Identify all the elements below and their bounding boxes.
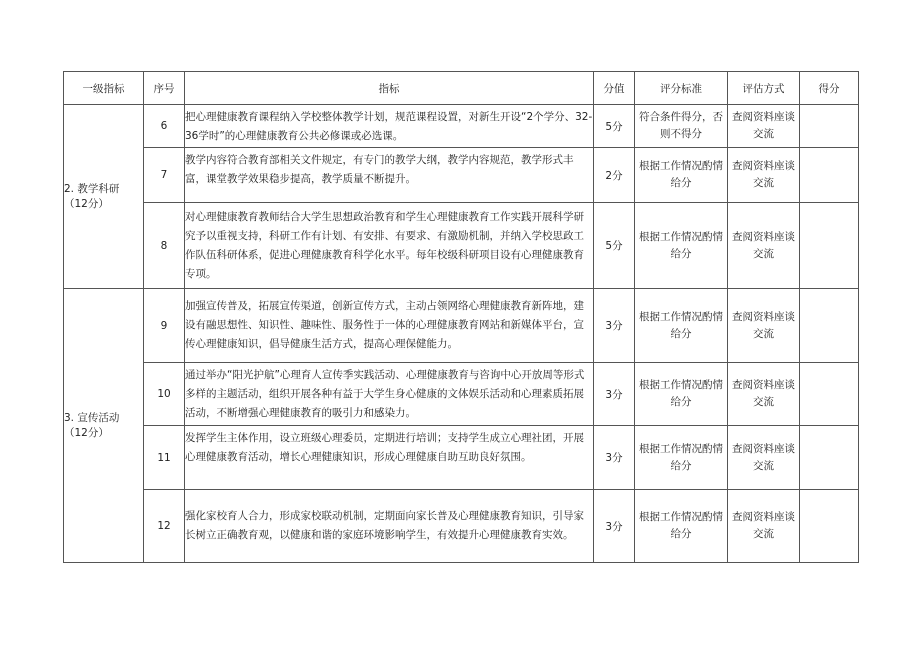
points-cell: 3分: [594, 490, 635, 563]
evaluation-table: [63, 71, 859, 563]
category-cell: 3. 宣传活动（12分）: [64, 289, 144, 563]
points-cell: 3分: [594, 426, 635, 490]
row-number: 11: [144, 426, 185, 490]
method-cell: 查阅资料座谈交流: [728, 426, 800, 490]
indicator-text: 发挥学生主体作用，设立班级心理委员，定期进行培训；支持学生成立心理社团，开展心理健康教育活动，增长心理健康知识，形成心理健康自助互助良好氛围。: [185, 426, 594, 490]
table-row: [64, 289, 859, 363]
indicator-text: 加强宣传普及，拓展宣传渠道，创新宣传方式，主动占领网络心理健康教育新阵地，建设有融思想性、知识性、趣味性、服务性于一体的心理健康教育网站和新媒体平台，宣传心理健康知识，倡导健康生活方式，提高心理保健能力。: [185, 289, 594, 363]
table-row: [64, 490, 859, 563]
points-cell: 2分: [594, 148, 635, 203]
indicator-text: 教学内容符合教育部相关文件规定，有专门的教学大纲，教学内容规范，教学形式丰富，课堂教学效果稳步提高，教学质量不断提升。: [185, 148, 594, 203]
table-row: [64, 426, 859, 490]
indicator-text: 强化家校育人合力，形成家校联动机制，定期面向家长普及心理健康教育知识，引导家长树立正确教育观，以健康和谐的家庭环境影响学生，有效提升心理健康教育实效。: [185, 490, 594, 563]
standard-cell: 根据工作情况酌情给分: [635, 363, 728, 426]
score-cell[interactable]: [800, 148, 859, 203]
points-cell: 5分: [594, 105, 635, 148]
row-number: 9: [144, 289, 185, 363]
header-number: 序号: [144, 72, 185, 105]
standard-cell: 根据工作情况酌情给分: [635, 148, 728, 203]
header-points: 分值: [594, 72, 635, 105]
table-row: [64, 363, 859, 426]
row-number: 8: [144, 203, 185, 289]
table-row: [64, 148, 859, 203]
header-score: 得分: [800, 72, 859, 105]
method-cell: 查阅资料座谈交流: [728, 105, 800, 148]
score-cell[interactable]: [800, 426, 859, 490]
row-number: 6: [144, 105, 185, 148]
score-cell[interactable]: [800, 289, 859, 363]
points-cell: 5分: [594, 203, 635, 289]
row-number: 7: [144, 148, 185, 203]
header-indicator: 指标: [185, 72, 594, 105]
standard-cell: 根据工作情况酌情给分: [635, 289, 728, 363]
points-cell: 3分: [594, 363, 635, 426]
header-category: 一级指标: [64, 72, 144, 105]
method-cell: 查阅资料座谈交流: [728, 203, 800, 289]
method-cell: 查阅资料座谈交流: [728, 490, 800, 563]
standard-cell: 根据工作情况酌情给分: [635, 203, 728, 289]
table-row: [64, 105, 859, 148]
score-cell[interactable]: [800, 105, 859, 148]
points-cell: 3分: [594, 289, 635, 363]
table-header-row: [64, 72, 859, 105]
score-cell[interactable]: [800, 363, 859, 426]
row-number: 12: [144, 490, 185, 563]
standard-cell: 符合条件得分，否则不得分: [635, 105, 728, 148]
indicator-text: 对心理健康教育教师结合大学生思想政治教育和学生心理健康教育工作实践开展科学研究予以重视支持，科研工作有计划、有安排、有要求、有激励机制，并纳入学校思政工作队伍科研体系，促进心理健康教育科学化水平。每年校级科研项目设有心理健康教育专项。: [185, 203, 594, 289]
indicator-text: 把心理健康教育课程纳入学校整体教学计划，规范课程设置，对新生开设“2个学分、32-36学时”的心理健康教育公共必修课或必选课。: [185, 105, 594, 148]
score-cell[interactable]: [800, 490, 859, 563]
header-standard: 评分标准: [635, 72, 728, 105]
method-cell: 查阅资料座谈交流: [728, 363, 800, 426]
standard-cell: 根据工作情况酌情给分: [635, 490, 728, 563]
table-row: [64, 203, 859, 289]
indicator-text: 通过举办“阳光护航”心理育人宣传季实践活动、心理健康教育与咨询中心开放周等形式多样的主题活动，组织开展各种有益于大学生身心健康的文体娱乐活动和心理素质拓展活动，不断增强心理健康教育的吸引力和感染力。: [185, 363, 594, 426]
standard-cell: 根据工作情况酌情给分: [635, 426, 728, 490]
row-number: 10: [144, 363, 185, 426]
header-method: 评估方式: [728, 72, 800, 105]
method-cell: 查阅资料座谈交流: [728, 148, 800, 203]
method-cell: 查阅资料座谈交流: [728, 289, 800, 363]
category-cell: 2. 教学科研（12分）: [64, 105, 144, 289]
score-cell[interactable]: [800, 203, 859, 289]
